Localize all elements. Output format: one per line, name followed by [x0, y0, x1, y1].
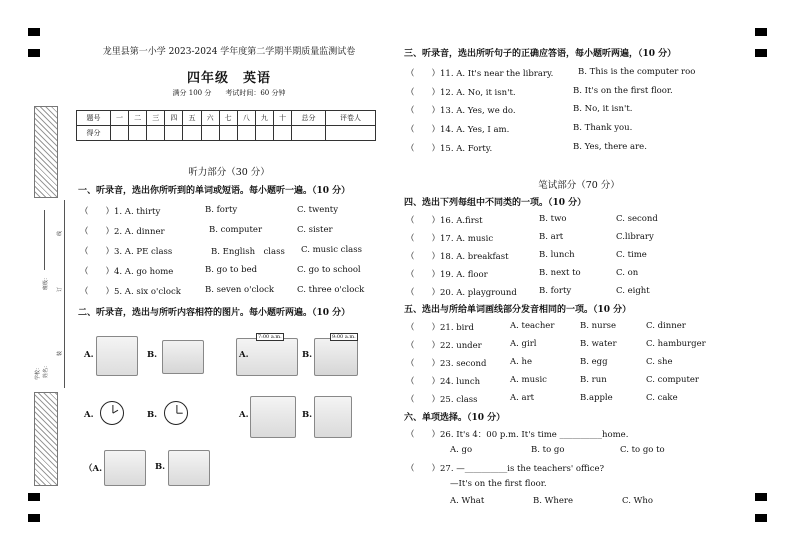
- table-cell: 评卷人: [326, 111, 376, 126]
- score-cell[interactable]: [129, 126, 147, 141]
- option-b: B. No, it isn't.: [573, 104, 633, 114]
- score-cell[interactable]: [219, 126, 237, 141]
- question-21: （ ）21. bird: [406, 323, 474, 333]
- picture-boys-playing: [96, 336, 138, 376]
- table-cell: 三: [147, 111, 165, 126]
- option-a: A. art: [510, 393, 535, 403]
- pic-label: （A.: [84, 464, 103, 474]
- option-b: B. forty: [205, 205, 238, 215]
- pic-label: A.: [84, 350, 94, 360]
- binding-label-line: 线: [57, 230, 63, 236]
- option-a: A. go: [450, 445, 473, 455]
- exam-info: 满分 100 分 考试时间：60 分钟: [172, 89, 286, 97]
- picture-children-running: [104, 450, 146, 486]
- question-12: （ ）12. A. No, it isn't.: [406, 88, 516, 98]
- option-c: C. Who: [622, 496, 653, 506]
- table-cell: 一: [110, 111, 128, 126]
- pic-label: B.: [155, 462, 166, 472]
- score-cell[interactable]: [165, 126, 183, 141]
- score-cell[interactable]: [147, 126, 165, 141]
- registration-mark: [28, 49, 40, 57]
- option-c: C. go to school: [297, 265, 361, 275]
- question-20: （ ）20. A. playground: [406, 288, 517, 298]
- pic-label: B.: [302, 350, 313, 360]
- picture-girl-sleeping: [162, 340, 204, 374]
- registration-mark: [28, 493, 40, 501]
- option-b: B. to go: [531, 445, 565, 455]
- question-27: （ ）27. —__________is the teachers' office?: [406, 464, 605, 474]
- option-c: C. computer: [646, 375, 699, 385]
- school-label: 学校：: [35, 364, 41, 380]
- pic-label: A.: [239, 410, 249, 420]
- score-cell[interactable]: [326, 126, 376, 141]
- option-a: A. girl: [510, 339, 537, 349]
- question-17: （ ）17. A. music: [406, 234, 494, 244]
- score-table-header-row: [77, 111, 376, 126]
- table-cell: 六: [201, 111, 219, 126]
- binding-pattern-bottom: [34, 392, 58, 486]
- table-cell: 五: [183, 111, 201, 126]
- class-blank[interactable]: [44, 210, 45, 270]
- picture-children-dancing: [168, 450, 210, 486]
- question-1: （ ）1. A. thirty: [80, 207, 161, 217]
- pic-label: B.: [147, 350, 158, 360]
- section6-heading: 六、单项选择。（10 分）: [404, 413, 506, 423]
- question-15: （ ）15. A. Forty.: [406, 144, 493, 154]
- binding-line: [64, 200, 65, 388]
- pic-label: B.: [147, 410, 158, 420]
- option-b: B. lunch: [539, 250, 575, 260]
- option-b: B. egg: [580, 357, 608, 367]
- name-label: 姓名：: [43, 362, 49, 378]
- clock-time-label: 7:00 a.m.: [258, 334, 282, 340]
- section3-heading: 三、听录音，选出所听句子的正确应答语，每小题听两遍，（10 分）: [404, 49, 677, 59]
- option-c: C. three o'clock: [297, 285, 365, 295]
- option-a: A. What: [450, 496, 485, 506]
- picture-boy-brushing-teeth: [314, 396, 352, 438]
- option-c: C. cake: [646, 393, 678, 403]
- binding-label-order: 订: [57, 286, 63, 292]
- option-b: B. forty: [539, 286, 572, 296]
- section4-heading: 四、选出下列每组中不同类的一项。（10 分）: [404, 198, 587, 208]
- option-c: C. on: [616, 268, 639, 278]
- score-table: [76, 110, 376, 141]
- score-cell[interactable]: [110, 126, 128, 141]
- option-c: C. twenty: [297, 205, 339, 215]
- option-b: B. nurse: [580, 321, 617, 331]
- question-25: （ ）25. class: [406, 395, 478, 405]
- question-11: （ ）11. A. It's near the library.: [406, 69, 554, 79]
- question-3: （ ）3. A. PE class: [80, 247, 173, 257]
- pic-label: B.: [302, 410, 313, 420]
- exam-title: 龙里县第一小学 2023-2024 学年度第二学期半期质量监测试卷: [102, 47, 356, 57]
- registration-mark: [28, 514, 40, 522]
- section5-heading: 五、选出与所给单词画线部分发音相同的一项。（10 分）: [404, 305, 632, 315]
- question-18: （ ）18. A. breakfast: [406, 252, 509, 262]
- option-b: B. It's on the first floor.: [573, 86, 673, 96]
- question-22: （ ）22. under: [406, 341, 482, 351]
- option-b: B. run: [580, 375, 607, 385]
- option-c: C. music class: [301, 245, 362, 255]
- option-b: B. English class: [211, 247, 285, 257]
- section2-heading: 二、听录音，选出与所听内容相符的图片。每小题听两遍。（10 分）: [78, 308, 351, 318]
- score-cell[interactable]: [237, 126, 255, 141]
- table-cell: 十: [273, 111, 291, 126]
- picture-girl-in-room: [314, 338, 358, 376]
- option-a: A. teacher: [510, 321, 555, 331]
- option-c: C. dinner: [646, 321, 686, 331]
- question-23: （ ）23. second: [406, 359, 487, 369]
- clock-hand: [177, 412, 183, 413]
- grade-subject: 四年级 英语: [186, 71, 271, 86]
- option-b: B. next to: [539, 268, 581, 278]
- binding-label-bind: 装: [57, 350, 63, 356]
- pic-label: A.: [239, 350, 249, 360]
- class-label: 班级：: [43, 274, 49, 290]
- question-24: （ ）24. lunch: [406, 377, 481, 387]
- option-b: B. seven o'clock: [205, 285, 275, 295]
- option-a: A. music: [510, 375, 547, 385]
- option-c: C. time: [616, 250, 647, 260]
- question-26: （ ）26. It's 4：00 p.m. It's time __________home.: [406, 430, 629, 440]
- option-b: B. Where: [533, 496, 573, 506]
- question-19: （ ）19. A. floor: [406, 270, 488, 280]
- option-b: B. art: [539, 232, 564, 242]
- question-13: （ ）13. A. Yes, we do.: [406, 106, 516, 116]
- option-c: C. to go to: [620, 445, 665, 455]
- score-cell[interactable]: [201, 126, 219, 141]
- option-c: C.library: [616, 232, 654, 242]
- option-c: C. sister: [297, 225, 333, 235]
- pic-label: A.: [84, 410, 94, 420]
- binding-pattern-top: [34, 106, 58, 198]
- table-cell: 八: [237, 111, 255, 126]
- question-27-reply: —It's on the first floor.: [450, 479, 547, 489]
- option-b: B. Thank you.: [573, 123, 633, 133]
- option-c: C. hamburger: [646, 339, 706, 349]
- registration-mark: [755, 514, 767, 522]
- score-table-score-row: [77, 126, 376, 141]
- registration-mark: [755, 49, 767, 57]
- score-cell[interactable]: [292, 126, 326, 141]
- option-c: C. second: [616, 214, 658, 224]
- table-cell: 四: [165, 111, 183, 126]
- question-14: （ ）14. A. Yes, I am.: [406, 125, 510, 135]
- question-5: （ ）5. A. six o'clock: [80, 287, 181, 297]
- score-cell[interactable]: [273, 126, 291, 141]
- option-b: B.apple: [580, 393, 613, 403]
- clock-time-label: 9:00 a.m.: [332, 334, 356, 340]
- listening-title: 听力部分（30 分）: [188, 167, 270, 178]
- table-cell: 得分: [77, 126, 111, 141]
- option-c: C. she: [646, 357, 673, 367]
- writing-title: 笔试部分（70 分）: [538, 180, 620, 191]
- table-cell: 题号: [77, 111, 111, 126]
- option-b: B. go to bed: [205, 265, 258, 275]
- section1-heading: 一、听录音，选出你所听到的单词或短语。每小题听一遍。（10 分）: [78, 186, 351, 196]
- picture-boy-eating: [250, 396, 296, 438]
- option-a: A. he: [510, 357, 533, 367]
- option-b: B. This is the computer roo: [578, 67, 696, 77]
- option-c: C. eight: [616, 286, 650, 296]
- question-4: （ ）4. A. go home: [80, 267, 174, 277]
- clock-icon: [164, 401, 188, 425]
- option-b: B. two: [539, 214, 567, 224]
- option-b: B. water: [580, 339, 617, 349]
- table-cell: 总分: [292, 111, 326, 126]
- score-cell[interactable]: [255, 126, 273, 141]
- clock-icon: [100, 401, 124, 425]
- score-cell[interactable]: [183, 126, 201, 141]
- option-b: B. Yes, there are.: [573, 142, 647, 152]
- registration-mark: [28, 28, 40, 36]
- question-16: （ ）16. A.first: [406, 216, 483, 226]
- table-cell: 七: [219, 111, 237, 126]
- registration-mark: [755, 28, 767, 36]
- registration-mark: [755, 493, 767, 501]
- table-cell: 二: [129, 111, 147, 126]
- question-2: （ ）2. A. dinner: [80, 227, 165, 237]
- table-cell: 九: [255, 111, 273, 126]
- option-b: B. computer: [209, 225, 263, 235]
